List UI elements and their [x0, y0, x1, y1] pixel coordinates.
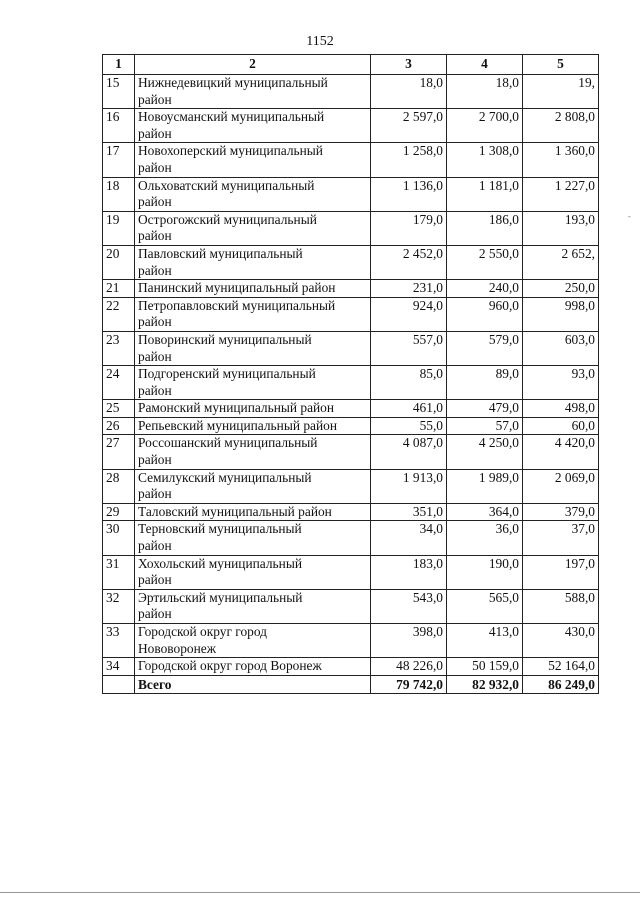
district-name-line: район — [138, 228, 172, 244]
table-row — [103, 555, 599, 589]
value-v5: 1 227,0 — [523, 177, 599, 211]
district-name-line: район — [138, 194, 172, 210]
row-number: 20 — [103, 245, 135, 279]
district-name-line: район — [138, 606, 172, 622]
table-row — [103, 658, 599, 676]
value-v4: 413,0 — [447, 624, 523, 658]
value-v4: 479,0 — [447, 400, 523, 418]
district-name — [135, 417, 371, 435]
total-value-col4: 82 932,0 — [447, 675, 523, 693]
district-name — [135, 435, 371, 469]
district-name-line: Поворинский муниципальный — [138, 331, 312, 347]
district-name-line: район — [138, 572, 172, 588]
row-number: 29 — [103, 503, 135, 521]
district-name-line: Городской округ город Воронеж — [138, 658, 322, 674]
district-name-line: район — [138, 538, 172, 554]
district-name-line: Россошанский муниципальный — [138, 435, 318, 451]
district-name-line: район — [138, 314, 172, 330]
row-number: 16 — [103, 109, 135, 143]
row-number: 21 — [103, 280, 135, 298]
value-v5: 2 069,0 — [523, 469, 599, 503]
table-row — [103, 521, 599, 555]
row-number: 22 — [103, 297, 135, 331]
district-name — [135, 555, 371, 589]
total-label: Всего — [135, 675, 371, 693]
district-name — [135, 280, 371, 298]
value-v3: 1 913,0 — [371, 469, 447, 503]
district-name-line: район — [138, 382, 172, 398]
district-name — [135, 211, 371, 245]
row-number: 15 — [103, 75, 135, 109]
row-number: 26 — [103, 417, 135, 435]
table-row — [103, 589, 599, 623]
value-v3: 557,0 — [371, 331, 447, 365]
page-number: 1152 — [306, 34, 334, 49]
header-row — [103, 55, 599, 75]
column-header-5: 5 — [523, 55, 599, 75]
value-v4: 57,0 — [447, 417, 523, 435]
value-v5: 430,0 — [523, 624, 599, 658]
value-v3: 461,0 — [371, 400, 447, 418]
district-name — [135, 503, 371, 521]
row-number: 28 — [103, 469, 135, 503]
district-name — [135, 624, 371, 658]
table-row — [103, 503, 599, 521]
table-row — [103, 280, 599, 298]
district-name-line: район — [138, 486, 172, 502]
row-number: 19 — [103, 211, 135, 245]
table-body — [103, 75, 599, 676]
budget-table — [102, 54, 599, 694]
value-v3: 231,0 — [371, 280, 447, 298]
table-row — [103, 469, 599, 503]
value-v5: 379,0 — [523, 503, 599, 521]
district-name-line: Павловский муниципальный — [138, 245, 303, 261]
table-row — [103, 143, 599, 177]
value-v3: 2 597,0 — [371, 109, 447, 143]
value-v5: 197,0 — [523, 555, 599, 589]
row-number: 31 — [103, 555, 135, 589]
district-name-line: район — [138, 125, 172, 141]
total-value-col5: 86 249,0 — [523, 675, 599, 693]
total-num-cell — [103, 675, 135, 693]
table-row — [103, 75, 599, 109]
value-v3: 85,0 — [371, 366, 447, 400]
edge-mark: - — [628, 212, 631, 221]
district-name — [135, 331, 371, 365]
district-name-line: Эртильский муниципальный — [138, 589, 303, 605]
district-name-line: Нововоронеж — [138, 640, 216, 656]
district-name-line: Подгоренский муниципальный — [138, 366, 316, 382]
table-row — [103, 366, 599, 400]
column-header-3: 3 — [371, 55, 447, 75]
table-row — [103, 435, 599, 469]
district-name — [135, 469, 371, 503]
value-v3: 543,0 — [371, 589, 447, 623]
value-v5: 52 164,0 — [523, 658, 599, 676]
value-v5: 998,0 — [523, 297, 599, 331]
district-name — [135, 400, 371, 418]
district-name-line: Ольховатский муниципальный — [138, 177, 315, 193]
value-v4: 1 181,0 — [447, 177, 523, 211]
value-v4: 89,0 — [447, 366, 523, 400]
value-v3: 2 452,0 — [371, 245, 447, 279]
district-name-line: район — [138, 262, 172, 278]
value-v5: 2 652, — [523, 245, 599, 279]
value-v4: 1 308,0 — [447, 143, 523, 177]
district-name — [135, 658, 371, 676]
district-name-line: район — [138, 452, 172, 468]
value-v4: 1 989,0 — [447, 469, 523, 503]
value-v3: 18,0 — [371, 75, 447, 109]
value-v5: 1 360,0 — [523, 143, 599, 177]
value-v5: 2 808,0 — [523, 109, 599, 143]
table-row — [103, 400, 599, 418]
value-v5: 93,0 — [523, 366, 599, 400]
value-v4: 2 700,0 — [447, 109, 523, 143]
district-name-line: Хохольский муниципальный — [138, 555, 302, 571]
district-name-line: Острогожский муниципальный — [138, 211, 317, 227]
district-name-line: Нижнедевицкий муниципальный — [138, 75, 328, 90]
district-name — [135, 245, 371, 279]
table-row — [103, 624, 599, 658]
column-header-4: 4 — [447, 55, 523, 75]
district-name-line: Терновский муниципальный — [138, 521, 302, 537]
row-number: 17 — [103, 143, 135, 177]
table-row — [103, 109, 599, 143]
row-number: 18 — [103, 177, 135, 211]
value-v3: 398,0 — [371, 624, 447, 658]
row-number: 23 — [103, 331, 135, 365]
district-name-line: Таловский муниципальный район — [138, 503, 332, 519]
value-v4: 36,0 — [447, 521, 523, 555]
value-v5: 37,0 — [523, 521, 599, 555]
district-name-line: район — [138, 159, 172, 175]
column-header-1: 1 — [103, 55, 135, 75]
district-name — [135, 143, 371, 177]
district-name-line: Панинский муниципальный район — [138, 280, 336, 296]
district-name-line: Рамонский муниципальный район — [138, 400, 335, 416]
district-name — [135, 521, 371, 555]
value-v4: 18,0 — [447, 75, 523, 109]
value-v3: 1 136,0 — [371, 177, 447, 211]
value-v4: 240,0 — [447, 280, 523, 298]
value-v5: 603,0 — [523, 331, 599, 365]
district-name — [135, 109, 371, 143]
row-number: 24 — [103, 366, 135, 400]
district-name — [135, 589, 371, 623]
district-name-line: район — [138, 348, 172, 364]
value-v4: 960,0 — [447, 297, 523, 331]
value-v5: 498,0 — [523, 400, 599, 418]
column-header-2: 2 — [135, 55, 371, 75]
row-number: 34 — [103, 658, 135, 676]
row-number: 33 — [103, 624, 135, 658]
value-v3: 183,0 — [371, 555, 447, 589]
value-v5: 19, — [523, 75, 599, 109]
row-number: 25 — [103, 400, 135, 418]
row-number: 30 — [103, 521, 135, 555]
row-number: 32 — [103, 589, 135, 623]
value-v3: 924,0 — [371, 297, 447, 331]
value-v4: 579,0 — [447, 331, 523, 365]
district-name-line: район — [138, 91, 172, 107]
district-name — [135, 366, 371, 400]
table-row — [103, 245, 599, 279]
value-v5: 250,0 — [523, 280, 599, 298]
total-value-col3: 79 742,0 — [371, 675, 447, 693]
value-v3: 351,0 — [371, 503, 447, 521]
value-v5: 4 420,0 — [523, 435, 599, 469]
value-v4: 190,0 — [447, 555, 523, 589]
district-name — [135, 75, 371, 109]
value-v3: 1 258,0 — [371, 143, 447, 177]
value-v3: 34,0 — [371, 521, 447, 555]
district-name-line: Петропавловский муниципальный — [138, 297, 336, 313]
district-name-line: Репьевский муниципальный район — [138, 417, 337, 433]
district-name — [135, 177, 371, 211]
district-name-line: Городской округ город — [138, 624, 267, 639]
value-v4: 50 159,0 — [447, 658, 523, 676]
table-row — [103, 417, 599, 435]
value-v3: 4 087,0 — [371, 435, 447, 469]
table-row — [103, 211, 599, 245]
table-row — [103, 177, 599, 211]
value-v5: 588,0 — [523, 589, 599, 623]
value-v5: 193,0 — [523, 211, 599, 245]
footer-rule — [0, 892, 640, 893]
value-v4: 186,0 — [447, 211, 523, 245]
district-name — [135, 297, 371, 331]
district-name-line: Новохоперский муниципальный — [138, 143, 323, 159]
total-row — [103, 675, 599, 693]
value-v4: 4 250,0 — [447, 435, 523, 469]
table-row — [103, 331, 599, 365]
value-v4: 2 550,0 — [447, 245, 523, 279]
district-name-line: Семилукский муниципальный — [138, 469, 312, 485]
value-v3: 179,0 — [371, 211, 447, 245]
value-v5: 60,0 — [523, 417, 599, 435]
district-name-line: Новоусманский муниципальный — [138, 109, 325, 125]
table-row — [103, 297, 599, 331]
value-v4: 364,0 — [447, 503, 523, 521]
value-v4: 565,0 — [447, 589, 523, 623]
value-v3: 55,0 — [371, 417, 447, 435]
value-v3: 48 226,0 — [371, 658, 447, 676]
row-number: 27 — [103, 435, 135, 469]
